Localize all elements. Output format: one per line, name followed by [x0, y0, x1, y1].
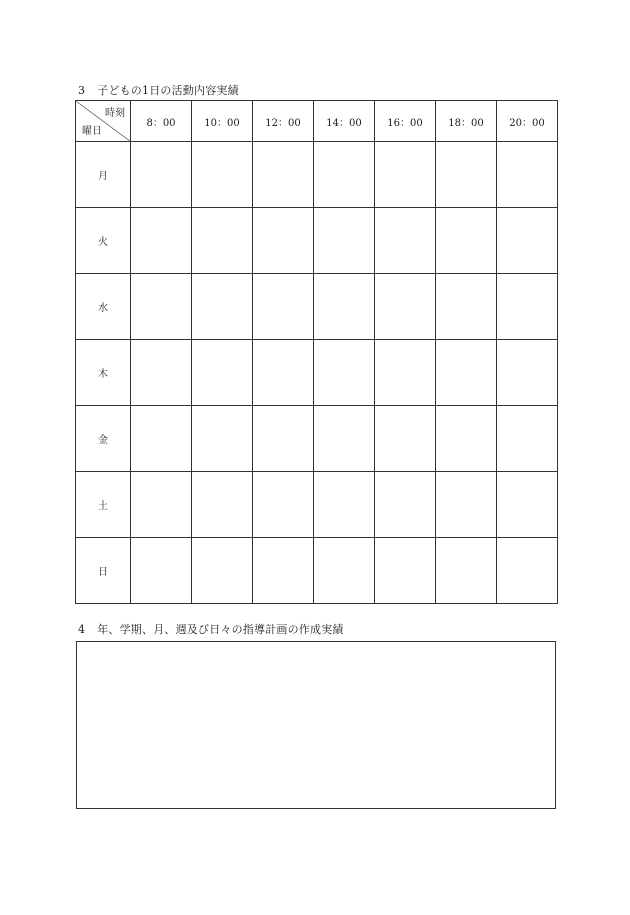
- day-label: 水: [76, 274, 131, 340]
- corner-time-label: 時刻: [105, 108, 125, 119]
- activity-cell[interactable]: [314, 208, 375, 274]
- time-header: 20：00: [497, 101, 558, 142]
- time-header: 18：00: [436, 101, 497, 142]
- activity-cell[interactable]: [253, 406, 314, 472]
- activity-cell[interactable]: [436, 142, 497, 208]
- activity-cell[interactable]: [375, 538, 436, 604]
- activity-cell[interactable]: [192, 406, 253, 472]
- activity-cell[interactable]: [497, 208, 558, 274]
- time-header: 10：00: [192, 101, 253, 142]
- table-row: [76, 406, 558, 472]
- activity-cell[interactable]: [436, 472, 497, 538]
- activity-cell[interactable]: [253, 208, 314, 274]
- activity-cell[interactable]: [131, 538, 192, 604]
- activity-cell[interactable]: [131, 406, 192, 472]
- activity-cell[interactable]: [436, 340, 497, 406]
- activity-cell[interactable]: [192, 340, 253, 406]
- activity-cell[interactable]: [253, 472, 314, 538]
- activity-cell[interactable]: [314, 340, 375, 406]
- guidance-plan-box[interactable]: [76, 641, 556, 809]
- corner-day-label: 曜日: [82, 126, 102, 137]
- activity-cell[interactable]: [192, 538, 253, 604]
- activity-cell[interactable]: [314, 142, 375, 208]
- activity-cell[interactable]: [497, 406, 558, 472]
- time-header: 16：00: [375, 101, 436, 142]
- activity-cell[interactable]: [375, 472, 436, 538]
- activity-cell[interactable]: [436, 406, 497, 472]
- activity-cell[interactable]: [314, 538, 375, 604]
- table-row: [76, 472, 558, 538]
- activity-cell[interactable]: [497, 538, 558, 604]
- section-3-number: 3: [78, 84, 86, 97]
- day-label: 木: [76, 340, 131, 406]
- activity-cell[interactable]: [253, 142, 314, 208]
- activity-cell[interactable]: [131, 208, 192, 274]
- activity-cell[interactable]: [131, 274, 192, 340]
- day-label: 金: [76, 406, 131, 472]
- section-3-title: 子どもの1日の活動内容実績: [97, 84, 239, 97]
- activity-cell[interactable]: [253, 538, 314, 604]
- activity-cell[interactable]: [375, 274, 436, 340]
- table-row: [76, 274, 558, 340]
- time-header: 12：00: [253, 101, 314, 142]
- activity-cell[interactable]: [436, 208, 497, 274]
- table-row: [76, 142, 558, 208]
- activity-cell[interactable]: [314, 472, 375, 538]
- activity-cell[interactable]: [192, 142, 253, 208]
- activity-cell[interactable]: [375, 208, 436, 274]
- daily-activity-table: [75, 100, 558, 604]
- table-row: [76, 538, 558, 604]
- table-header-row: [76, 101, 558, 142]
- section-4-heading: [78, 623, 344, 637]
- activity-cell[interactable]: [497, 274, 558, 340]
- activity-cell[interactable]: [375, 142, 436, 208]
- activity-cell[interactable]: [436, 274, 497, 340]
- section-3-heading: [78, 84, 239, 98]
- activity-cell[interactable]: [131, 142, 192, 208]
- activity-cell[interactable]: [497, 340, 558, 406]
- table-corner-cell: [76, 101, 131, 142]
- activity-cell[interactable]: [192, 472, 253, 538]
- activity-cell[interactable]: [436, 538, 497, 604]
- day-label: 月: [76, 142, 131, 208]
- time-header: 14：00: [314, 101, 375, 142]
- activity-cell[interactable]: [131, 472, 192, 538]
- day-label: 火: [76, 208, 131, 274]
- activity-cell[interactable]: [253, 274, 314, 340]
- activity-cell[interactable]: [192, 274, 253, 340]
- time-header: 8：00: [131, 101, 192, 142]
- table-row: [76, 208, 558, 274]
- activity-cell[interactable]: [192, 208, 253, 274]
- activity-cell[interactable]: [314, 406, 375, 472]
- activity-cell[interactable]: [375, 340, 436, 406]
- activity-cell[interactable]: [253, 340, 314, 406]
- day-label: 日: [76, 538, 131, 604]
- activity-cell[interactable]: [497, 142, 558, 208]
- day-label: 土: [76, 472, 131, 538]
- section-4-number: 4: [78, 623, 86, 636]
- activity-cell[interactable]: [131, 340, 192, 406]
- activity-cell[interactable]: [314, 274, 375, 340]
- activity-cell[interactable]: [497, 472, 558, 538]
- section-4-title: 年、学期、月、週及び日々の指導計画の作成実績: [97, 623, 344, 636]
- table-row: [76, 340, 558, 406]
- activity-cell[interactable]: [375, 406, 436, 472]
